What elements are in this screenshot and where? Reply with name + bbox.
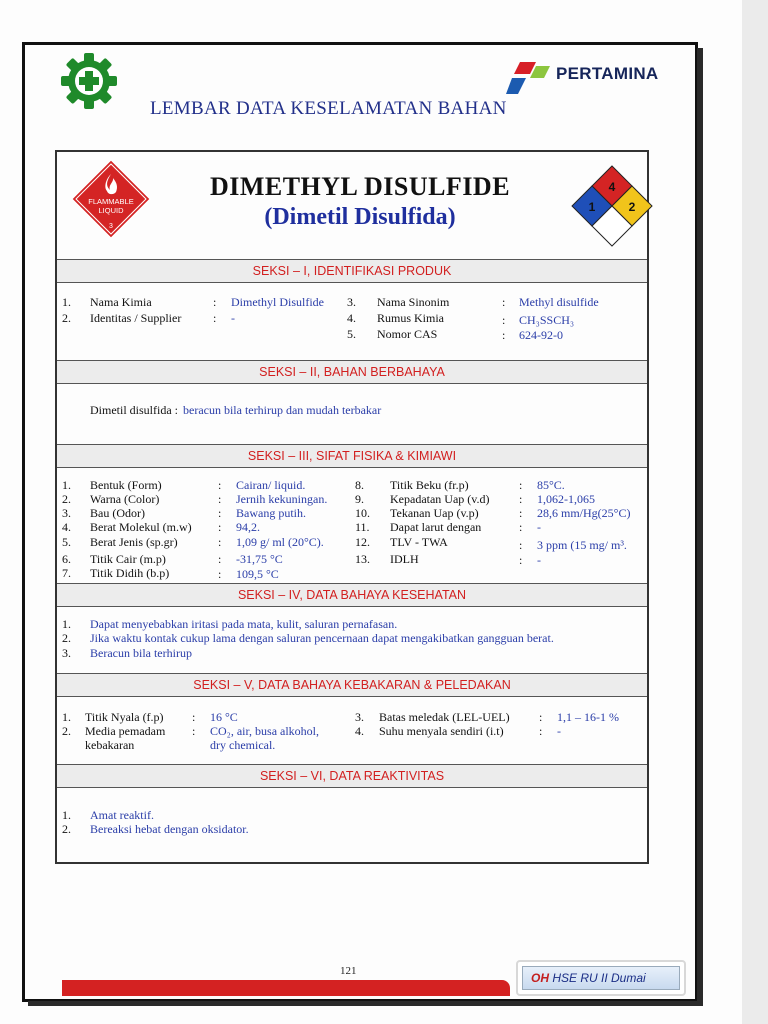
item-number: 1.	[62, 710, 71, 724]
colon: :	[502, 328, 506, 342]
field-label: TLV - TWA	[390, 535, 448, 549]
field-label: Berat Molekul (m.w)	[90, 520, 192, 534]
colon: :	[218, 506, 222, 520]
field-label: Rumus Kimia	[377, 311, 445, 325]
nfpa-reactivity: 2	[628, 200, 636, 214]
field-value: -	[537, 553, 541, 567]
field-value: 94,2.	[236, 520, 260, 534]
field-label: Warna (Color)	[90, 492, 160, 506]
field-value: Bawang putih.	[236, 506, 306, 520]
field-value: 3 ppm (15 mg/ m³.	[537, 538, 627, 552]
field-value: Jernih kekuningan.	[236, 492, 328, 506]
item-number: 1.	[62, 478, 71, 492]
colon: :	[218, 478, 222, 492]
reactivity-item: Amat reaktif.	[90, 808, 154, 822]
item-number: 10.	[355, 506, 370, 520]
section-title: SEKSI – III, SIFAT FISIKA & KIMIAWI	[247, 449, 457, 463]
field-label: IDLH	[390, 552, 419, 566]
field-value: CH₃SSCH₃	[519, 313, 575, 327]
colon: :	[502, 295, 506, 309]
footer-bar	[62, 980, 510, 996]
field-label: Nama Sinonim	[377, 295, 450, 309]
health-hazard-item: Dapat menyebabkan iritasi pada mata, kulit, saluran pernafasan.	[90, 617, 398, 631]
field-label-continued: kebakaran	[85, 738, 135, 752]
field-value: Methyl disulfide	[519, 295, 599, 309]
section-title: SEKSI – IV, DATA BAHAYA KESEHATAN	[237, 588, 467, 602]
field-value: 1,062-1,065	[537, 492, 595, 506]
page-number: 121	[340, 965, 357, 977]
hazard-label-line2: LIQUID	[98, 206, 124, 215]
footer-badge-text	[531, 971, 646, 985]
item-number: 2.	[62, 311, 71, 325]
field-value: -	[537, 520, 541, 534]
item-number: 1.	[62, 617, 71, 631]
field-label: Nama Kimia	[90, 295, 152, 309]
hazard-subject: Dimetil disulfida :	[90, 403, 178, 417]
colon: :	[539, 710, 543, 724]
field-value: 16 °C	[210, 710, 238, 724]
hazard-text: beracun bila terhirup dan mudah terbakar	[183, 403, 382, 417]
item-number: 3.	[62, 506, 71, 520]
field-label: Bentuk (Form)	[90, 478, 162, 492]
field-value: 85°C.	[537, 478, 565, 492]
footer-badge	[516, 960, 686, 996]
colon: :	[519, 538, 523, 552]
brand-name: PERTAMINA	[556, 64, 659, 83]
page-edge	[742, 0, 768, 1024]
item-number: 3.	[62, 646, 71, 660]
nfpa-flammability: 4	[608, 180, 616, 194]
item-number: 3.	[355, 710, 364, 724]
item-number: 11.	[355, 520, 370, 534]
field-value: 624-92-0	[519, 328, 563, 342]
section-header	[57, 764, 647, 788]
item-number: 13.	[355, 552, 370, 566]
flammable-liquid-icon	[70, 158, 152, 240]
field-label: Berat Jenis (sp.gr)	[90, 535, 178, 549]
field-label: Batas meledak (LEL-UEL)	[379, 710, 510, 724]
section-title: SEKSI – VI, DATA REAKTIVITAS	[259, 769, 445, 783]
field-label: Identitas / Supplier	[90, 311, 182, 325]
field-value: CO₂, air, busa alkohol,	[210, 724, 320, 738]
colon: :	[519, 492, 523, 506]
field-label: Titik Cair (m.p)	[90, 552, 166, 566]
colon: :	[519, 520, 523, 534]
frame-shadow-right	[697, 48, 703, 1004]
pertamina-logo-icon	[502, 58, 552, 96]
colon: :	[213, 295, 217, 309]
footer-badge-prefix: OH	[531, 971, 549, 985]
item-number: 6.	[62, 552, 71, 566]
field-value: -	[231, 311, 235, 325]
colon: :	[192, 710, 196, 724]
field-label: Dapat larut dengan	[390, 520, 482, 534]
section-header	[57, 259, 647, 283]
footer-badge-panel	[522, 966, 680, 990]
reactivity-item: Bereaksi hebat dengan oksidator.	[90, 822, 249, 836]
item-number: 1.	[62, 808, 71, 822]
field-label: Tekanan Uap (v.p)	[390, 506, 479, 520]
field-value: Dimethyl Disulfide	[231, 295, 324, 309]
field-label: Nomor CAS	[377, 327, 438, 341]
field-value: Cairan/ liquid.	[236, 478, 306, 492]
item-number: 12.	[355, 535, 370, 549]
item-number: 9.	[355, 492, 364, 506]
colon: :	[218, 552, 222, 566]
section-title: SEKSI – II, BAHAN BERBAHAYA	[259, 365, 445, 379]
field-value: -	[557, 724, 561, 738]
field-value: 109,5 °C	[236, 567, 279, 581]
item-number: 2.	[62, 822, 71, 836]
colon: :	[519, 506, 523, 520]
section-header	[57, 673, 647, 697]
field-label: Kepadatan Uap (v.d)	[390, 492, 490, 506]
colon: :	[218, 520, 222, 534]
field-label: Bau (Odor)	[90, 506, 145, 520]
field-value: 1,1 – 16-1 %	[557, 710, 619, 724]
field-label: Titik Didih (b.p)	[90, 566, 170, 580]
item-number: 4.	[347, 311, 356, 325]
colon: :	[213, 311, 217, 325]
hazard-class: 3	[109, 223, 113, 230]
item-number: 5.	[347, 327, 356, 341]
field-value: 1,09 g/ ml (20°C).	[236, 535, 324, 549]
section-header	[57, 360, 647, 384]
item-number: 2.	[62, 492, 71, 506]
health-hazard-item: Beracun bila terhirup	[90, 646, 192, 660]
field-label: Suhu menyala sendiri (i.t)	[379, 724, 504, 738]
nfpa-diamond-icon	[570, 164, 654, 248]
section-header	[57, 583, 647, 607]
colon: :	[519, 553, 523, 567]
field-label: Media pemadam	[85, 724, 166, 738]
health-hazard-item: Jika waktu kontak cukup lama dengan saluran pencernaan dapat mengakibatkan gangguan berat.	[90, 631, 554, 645]
field-value: 28,6 mm/Hg(25°C)	[537, 506, 631, 520]
section-header	[57, 444, 647, 468]
field-value-continued: dry chemical.	[210, 738, 276, 752]
colon: :	[502, 313, 506, 327]
document-title: LEMBAR DATA KESELAMATAN BAHAN	[150, 98, 507, 119]
colon: :	[218, 492, 222, 506]
item-number: 2.	[62, 631, 71, 645]
hazard-label-line1: FLAMMABLE	[88, 197, 134, 206]
colon: :	[539, 724, 543, 738]
colon: :	[218, 567, 222, 581]
frame-shadow-bottom	[28, 1001, 703, 1006]
item-number: 1.	[62, 295, 71, 309]
item-number: 8.	[355, 478, 364, 492]
section-title: SEKSI – V, DATA BAHAYA KEBAKARAN & PELEDAKAN	[193, 678, 511, 692]
field-label: Titik Beku (fr.p)	[390, 478, 469, 492]
item-number: 4.	[355, 724, 364, 738]
section-title: SEKSI – I, IDENTIFIKASI PRODUK	[252, 264, 452, 278]
item-number: 4.	[62, 520, 71, 534]
colon: :	[218, 535, 222, 549]
footer-badge-label: HSE RU II Dumai	[552, 971, 646, 985]
item-number: 7.	[62, 566, 71, 580]
item-number: 2.	[62, 724, 71, 738]
chemical-name-local: (Dimetil Disulfida)	[264, 204, 456, 230]
colon: :	[519, 478, 523, 492]
colon: :	[192, 724, 196, 738]
field-value: -31,75 °C	[236, 552, 283, 566]
item-number: 3.	[347, 295, 356, 309]
field-label: Titik Nyala (f.p)	[85, 710, 164, 724]
item-number: 5.	[62, 535, 71, 549]
safety-gear-icon	[58, 50, 120, 112]
chemical-name: DIMETHYL DISULFIDE	[209, 172, 511, 201]
nfpa-health: 1	[588, 200, 596, 214]
